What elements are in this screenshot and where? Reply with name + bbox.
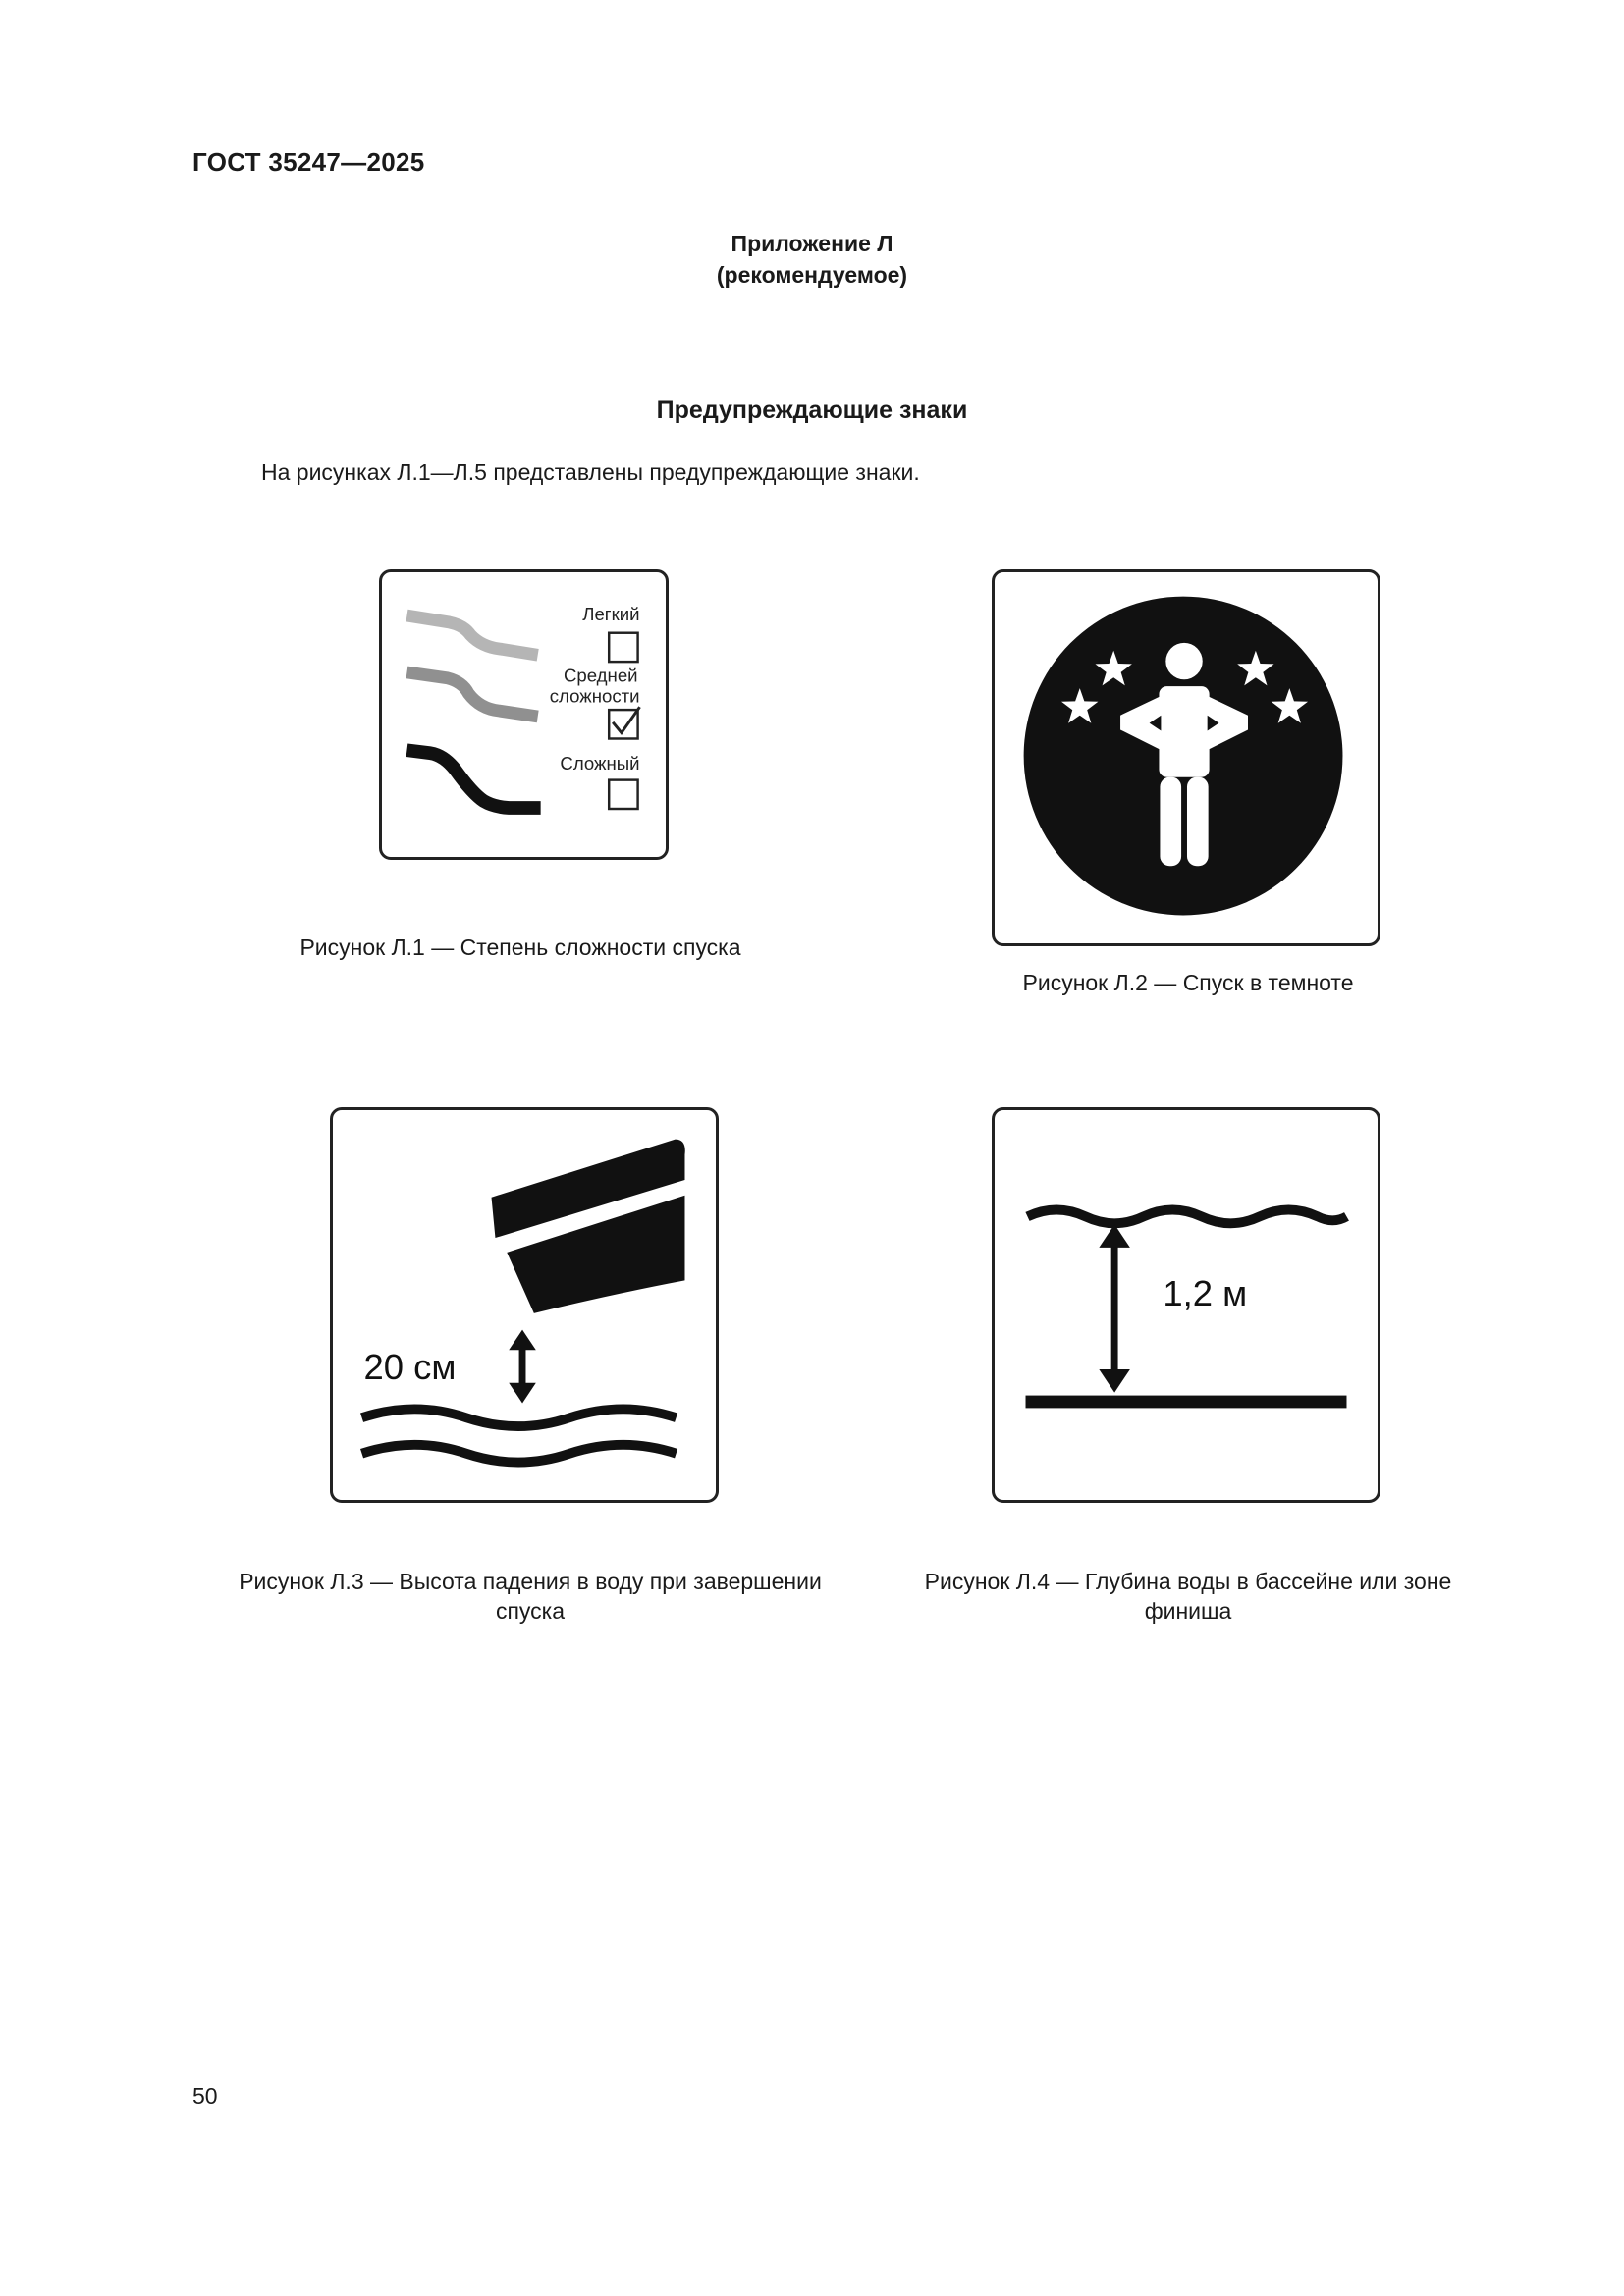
figure-2-caption: Рисунок Л.2 — Спуск в темноте	[1022, 970, 1354, 995]
label-medium-line2: сложности	[549, 685, 640, 707]
annex-status: (рекомендуемое)	[716, 262, 908, 288]
difficulty-sign	[379, 569, 669, 860]
figure-4-caption-line2: финиша	[1144, 1598, 1232, 1624]
water-depth-sign	[992, 1107, 1380, 1503]
label-hard: Сложный	[560, 752, 640, 774]
figure-1-caption: Рисунок Л.1 — Степень сложности спуска	[299, 934, 741, 960]
checkbox-easy	[609, 633, 637, 662]
section-heading	[0, 397, 1624, 425]
page-number: 50	[192, 2083, 218, 2109]
height-label: 20 см	[363, 1346, 457, 1387]
label-medium-line1: Средней	[563, 665, 638, 686]
figure-4-caption-line1: Рисунок Л.4 — Глубина воды в бассейне или зоне	[924, 1569, 1452, 1594]
hard-slide-icon	[406, 750, 540, 808]
easy-slide-icon	[406, 615, 537, 655]
section-title: Предупреждающие знаки	[656, 397, 968, 424]
depth-label: 1,2 м	[1163, 1272, 1248, 1313]
annex-heading	[0, 228, 1624, 291]
water-surface-wave-icon	[1027, 1209, 1346, 1223]
figure-4-caption	[884, 1567, 1492, 1626]
checkbox-hard	[609, 780, 637, 809]
wave-icon	[362, 1445, 677, 1463]
annex-title: Приложение Л	[731, 231, 893, 256]
label-easy: Легкий	[582, 603, 640, 624]
medium-slide-icon	[406, 672, 537, 717]
fall-height-sign	[330, 1107, 719, 1503]
figure-3-caption-line1: Рисунок Л.3 — Высота падения в воду при завершении	[239, 1569, 822, 1594]
intro-paragraph: На рисунках Л.1—Л.5 представлены предупреждающие знаки.	[261, 459, 920, 485]
figure-3-caption	[177, 1567, 884, 1626]
wave-icon	[362, 1409, 677, 1426]
document-header: ГОСТ 35247—2025	[192, 147, 425, 177]
darkness-sign	[992, 569, 1380, 946]
pool-bottom-line	[1026, 1396, 1347, 1409]
figure-3-caption-line2: спуска	[495, 1598, 566, 1624]
